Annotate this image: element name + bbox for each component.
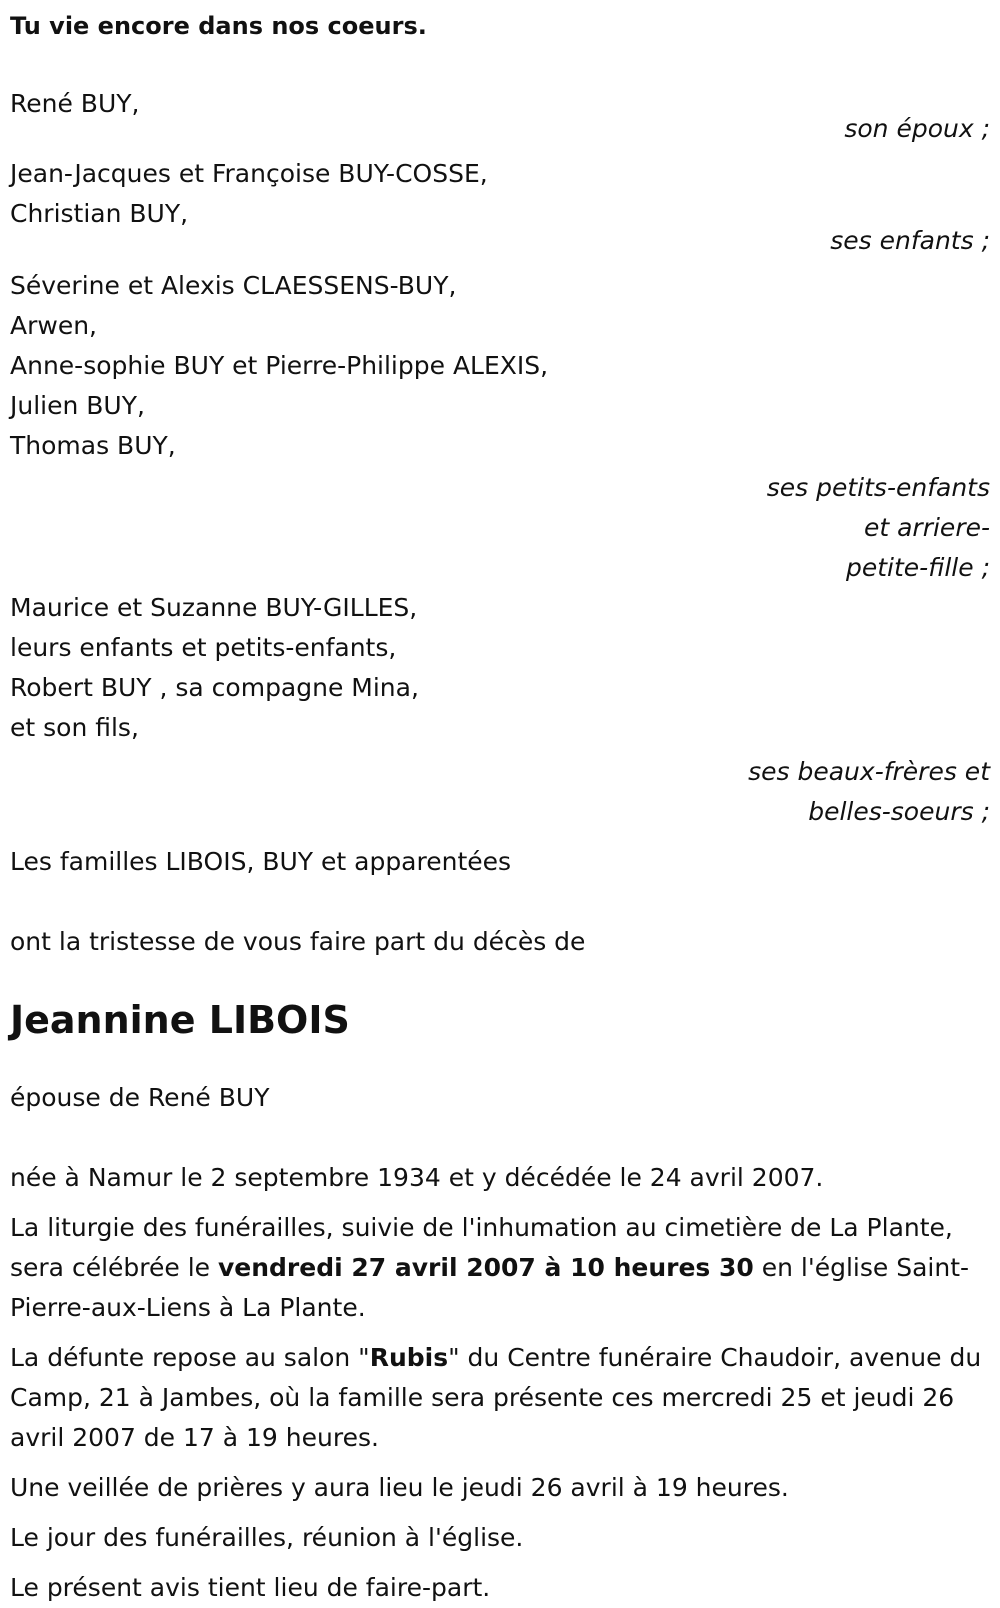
gathering-line: Le jour des funérailles, réunion à l'église. bbox=[10, 1523, 524, 1552]
grandchild-name: Arwen, bbox=[10, 311, 97, 340]
deceased-name: Jeannine LIBOIS bbox=[10, 998, 350, 1042]
children-role: ses enfants ; bbox=[830, 226, 990, 255]
in-laws-role-line: ses beaux-frères et bbox=[748, 757, 990, 786]
obituary-notice bbox=[0, 6, 1000, 1602]
liturgy-location: en l'église Saint-Pierre-aux-Liens à La Plante. bbox=[10, 1253, 970, 1322]
spouse-role: son époux ; bbox=[844, 114, 990, 143]
spacer bbox=[10, 1198, 990, 1208]
spacer bbox=[10, 1328, 990, 1338]
salon-name: Rubis bbox=[369, 1343, 449, 1372]
spacer bbox=[10, 1458, 990, 1468]
vigil-line: Une veillée de prières y aura lieu le jeudi 26 avril à 19 heures. bbox=[10, 1473, 789, 1502]
spacer bbox=[10, 1558, 990, 1568]
grandchild-name: Séverine et Alexis CLAESSENS-BUY, bbox=[10, 271, 457, 300]
liturgy-paragraph bbox=[10, 1208, 990, 1328]
spacer bbox=[10, 962, 990, 992]
spacer bbox=[10, 882, 990, 922]
repose-text: La défunte repose au salon " bbox=[10, 1343, 370, 1372]
dedication-heading: Tu vie encore dans nos coeurs. bbox=[10, 12, 427, 40]
spacer bbox=[10, 46, 990, 86]
in-laws-role-line: belles-soeurs ; bbox=[808, 797, 990, 826]
spacer bbox=[10, 1118, 990, 1158]
liturgy-datetime: vendredi 27 avril 2007 à 10 heures 30 bbox=[217, 1253, 754, 1282]
spacer bbox=[10, 1048, 990, 1078]
repose-paragraph bbox=[10, 1338, 990, 1458]
spacer bbox=[10, 256, 990, 266]
grandchildren-role-line: et arriere- bbox=[863, 513, 990, 542]
spouse-group bbox=[10, 86, 990, 144]
children-group bbox=[10, 154, 990, 256]
repose-details: " du Centre funéraire Chaudoir, avenue du Camp, 21 à Jambes, où la famille sera présente ces mercredi 25 et jeudi 26 avril 2007 de 17 à 19 heures. bbox=[10, 1343, 982, 1452]
notice-line: Le présent avis tient lieu de faire-part. bbox=[10, 1573, 491, 1602]
grandchildren-role-line: ses petits-enfants bbox=[766, 473, 990, 502]
announcement-intro: ont la tristesse de vous faire part du décès de bbox=[10, 927, 586, 956]
spouse-of-line: épouse de René BUY bbox=[10, 1083, 270, 1112]
grandchild-name: Thomas BUY, bbox=[10, 431, 176, 460]
grandchildren-group bbox=[10, 266, 990, 588]
liturgy-text: La liturgie des funérailles, suivie de l'inhumation au cimetière de La Plante, sera célébrée le bbox=[10, 1213, 953, 1282]
in-laws-group bbox=[10, 588, 990, 832]
birth-death-line: née à Namur le 2 septembre 1934 et y décédée le 24 avril 2007. bbox=[10, 1163, 824, 1192]
grandchild-name: Julien BUY, bbox=[10, 391, 145, 420]
spacer bbox=[10, 1508, 990, 1518]
in-law-name: et son fils, bbox=[10, 713, 139, 742]
spouse-name: René BUY, bbox=[10, 89, 140, 118]
in-law-name: leurs enfants et petits-enfants, bbox=[10, 633, 397, 662]
in-law-name: Maurice et Suzanne BUY-GILLES, bbox=[10, 593, 418, 622]
spacer bbox=[10, 832, 990, 842]
grandchild-name: Anne-sophie BUY et Pierre-Philippe ALEXIS, bbox=[10, 351, 549, 380]
grandchildren-role-line: petite-fille ; bbox=[846, 553, 990, 582]
in-law-name: Robert BUY , sa compagne Mina, bbox=[10, 673, 419, 702]
child-name: Jean-Jacques et Françoise BUY-COSSE, bbox=[10, 159, 488, 188]
spacer bbox=[10, 144, 990, 154]
families-line: Les familles LIBOIS, BUY et apparentées bbox=[10, 847, 512, 876]
child-name: Christian BUY, bbox=[10, 199, 189, 228]
